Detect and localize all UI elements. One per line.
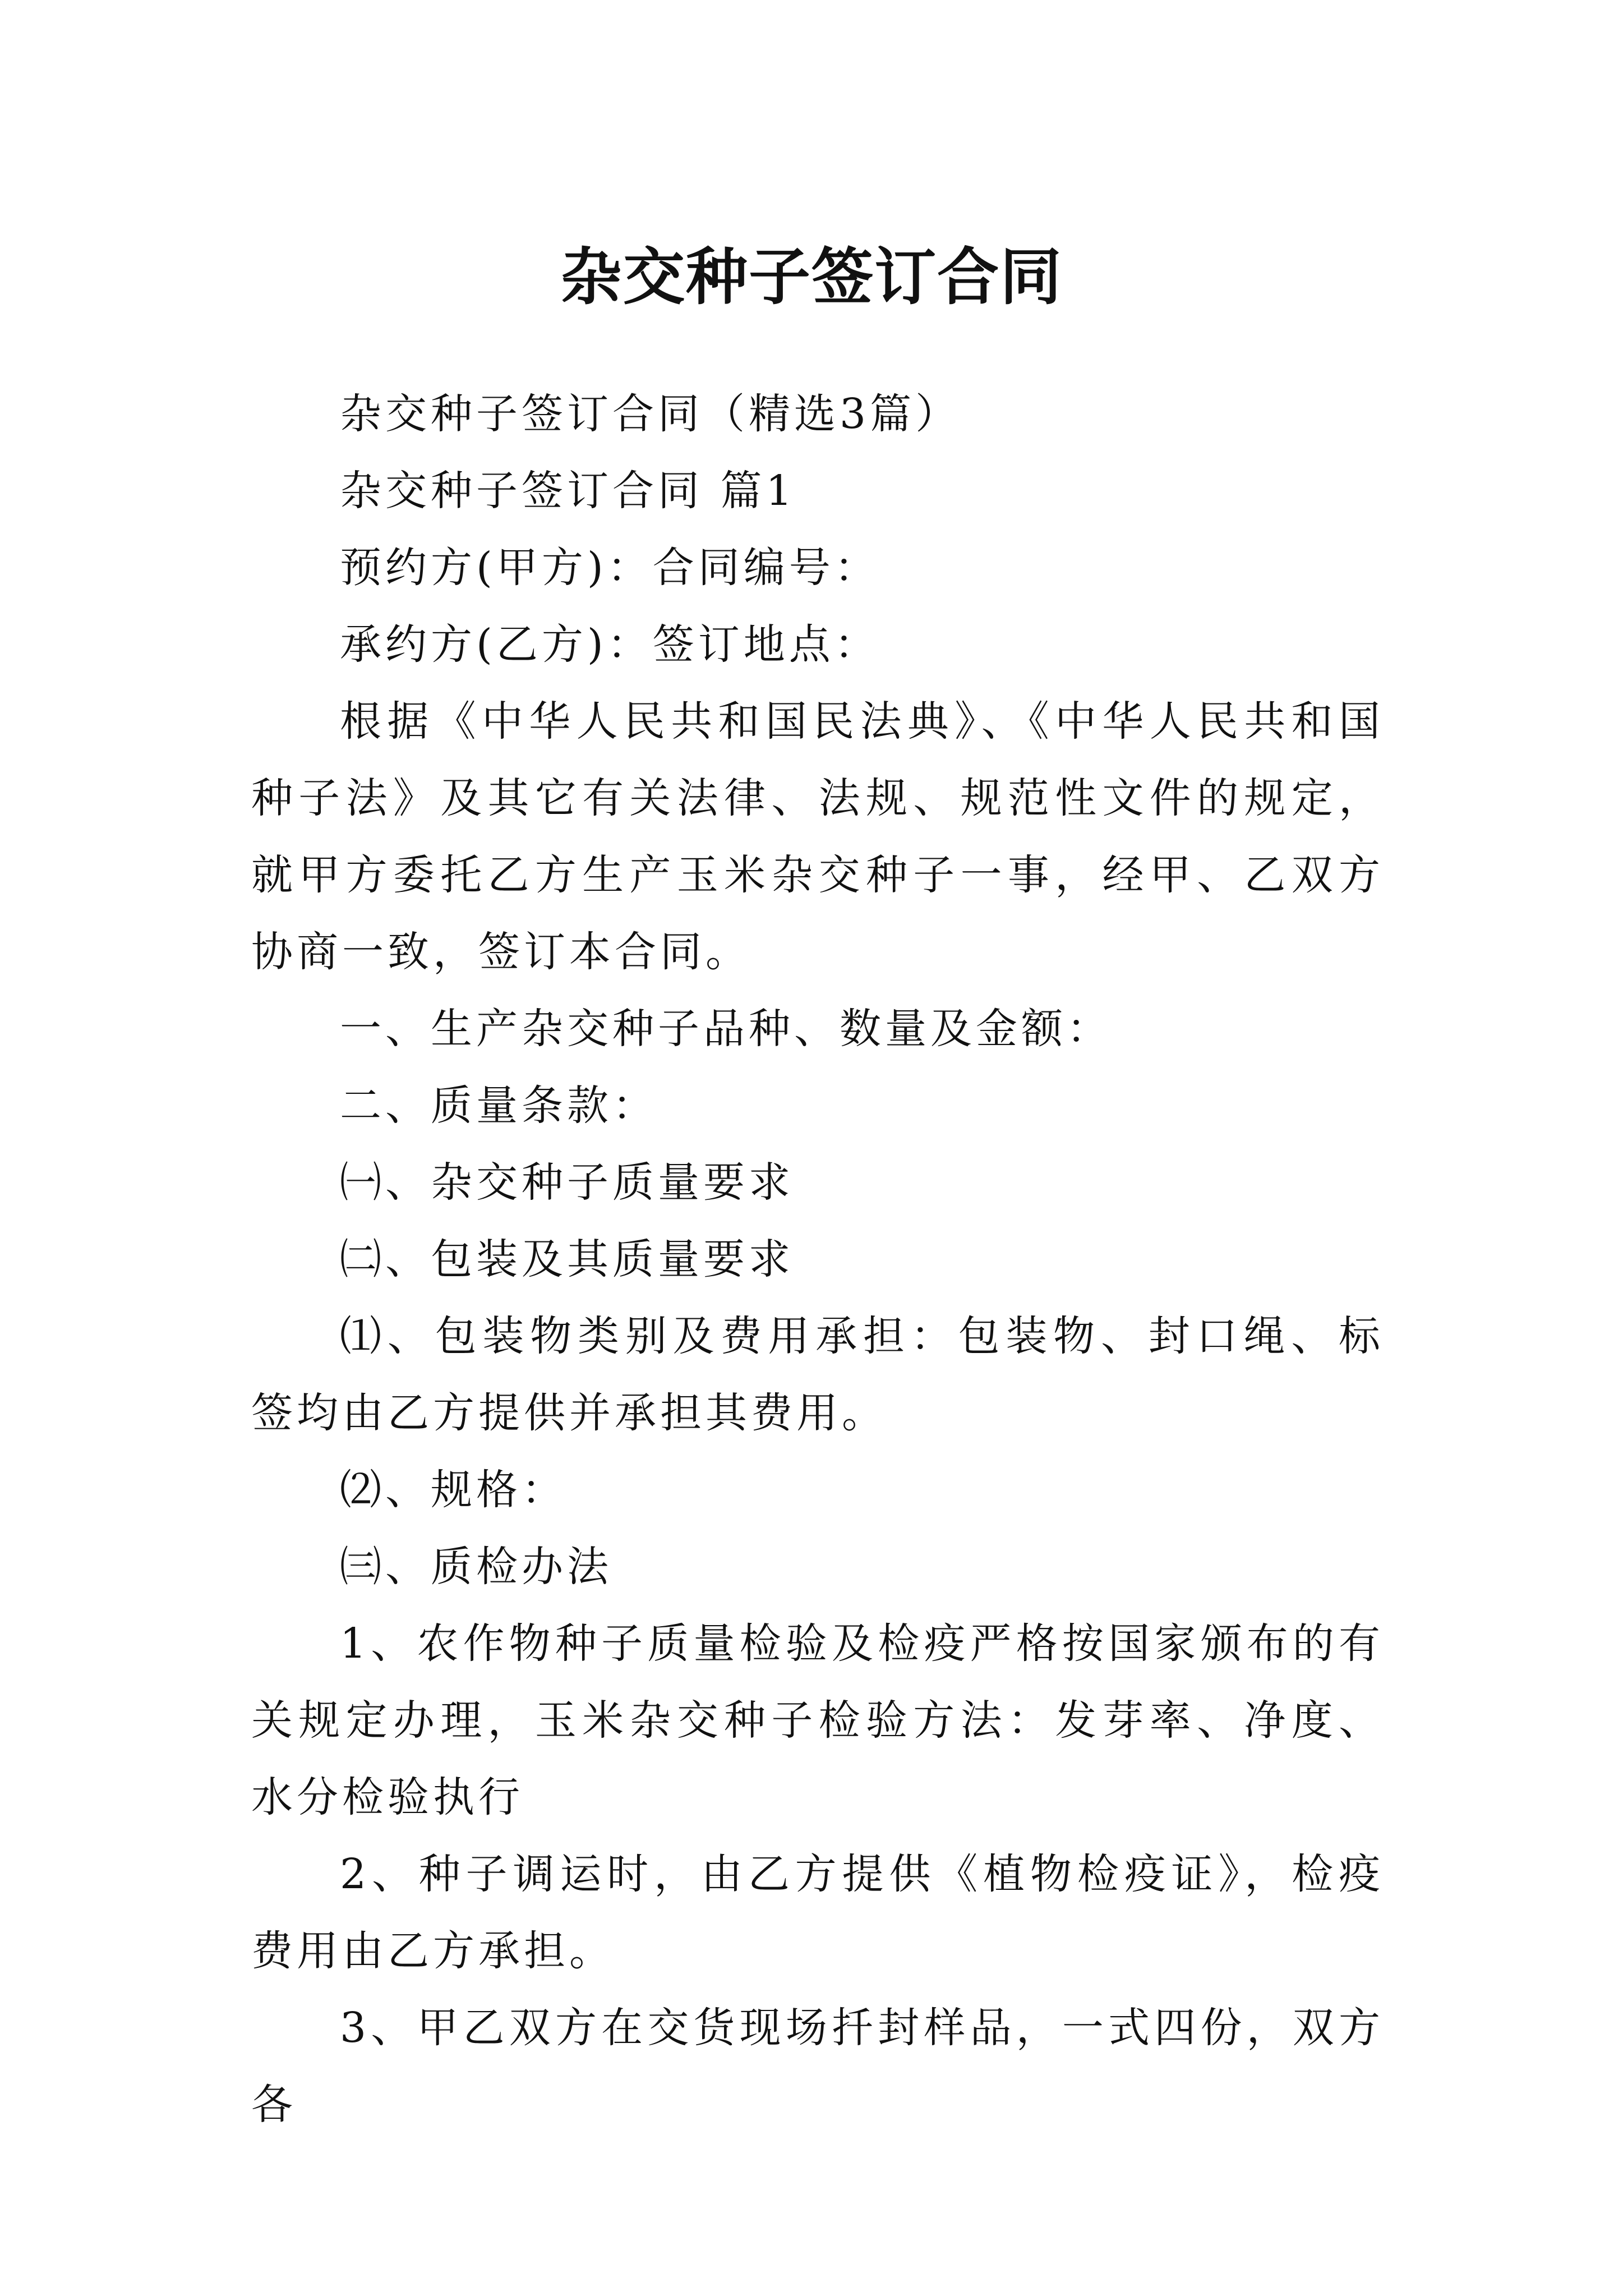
paragraph-inspection-1: 1、农作物种子质量检验及检疫严格按国家颁布的有关规定办理，玉米杂交种子检验方法：发芽率、净度、水分检验执行 xyxy=(251,1619,1384,1821)
paragraph-clause-2-3: ㈢、质检办法 xyxy=(340,1543,612,1591)
paragraph-clause-1: 一、生产杂交种子品种、数量及金额： xyxy=(340,1005,1112,1053)
paragraph-clause-2-1: ㈠、杂交种子质量要求 xyxy=(340,1158,794,1207)
paragraph-preamble: 根据《中华人民共和国民法典》、《中华人民共和国种子法》及其它有关法律、法规、规范性文件的规定，就甲方委托乙方生产玉米杂交种子一事，经甲、乙双方协商一致，签订本合同。 xyxy=(251,697,1384,976)
paragraph-party-b: 承约方(乙方)：签订地点： xyxy=(340,620,880,669)
paragraph-inspection-3: 3、甲乙双方在交货现场扦封样品，一式四份，双方各 xyxy=(251,2004,1384,2129)
paragraph-packaging-2: ⑵、规格： xyxy=(340,1466,567,1514)
paragraph-section-heading: 杂交种子签订合同 篇1 xyxy=(340,467,796,515)
paragraph-clause-2-2: ㈡、包装及其质量要求 xyxy=(340,1235,794,1283)
document-body xyxy=(251,376,1384,2143)
document-title: 杂交种子签订合同 xyxy=(560,240,1063,313)
paragraph-packaging-1: ⑴、包装物类别及费用承担：包装物、封口绳、标签均由乙方提供并承担其费用。 xyxy=(251,1312,1384,1437)
paragraph-clause-2: 二、质量条款： xyxy=(340,1082,658,1130)
paragraph-inspection-2: 2、种子调运时，由乙方提供《植物检疫证》，检疫费用由乙方承担。 xyxy=(251,1850,1384,1975)
paragraph-party-a: 预约方(甲方)：合同编号： xyxy=(340,544,880,592)
paragraph-subtitle: 杂交种子签订合同（精选3篇） xyxy=(340,390,961,438)
